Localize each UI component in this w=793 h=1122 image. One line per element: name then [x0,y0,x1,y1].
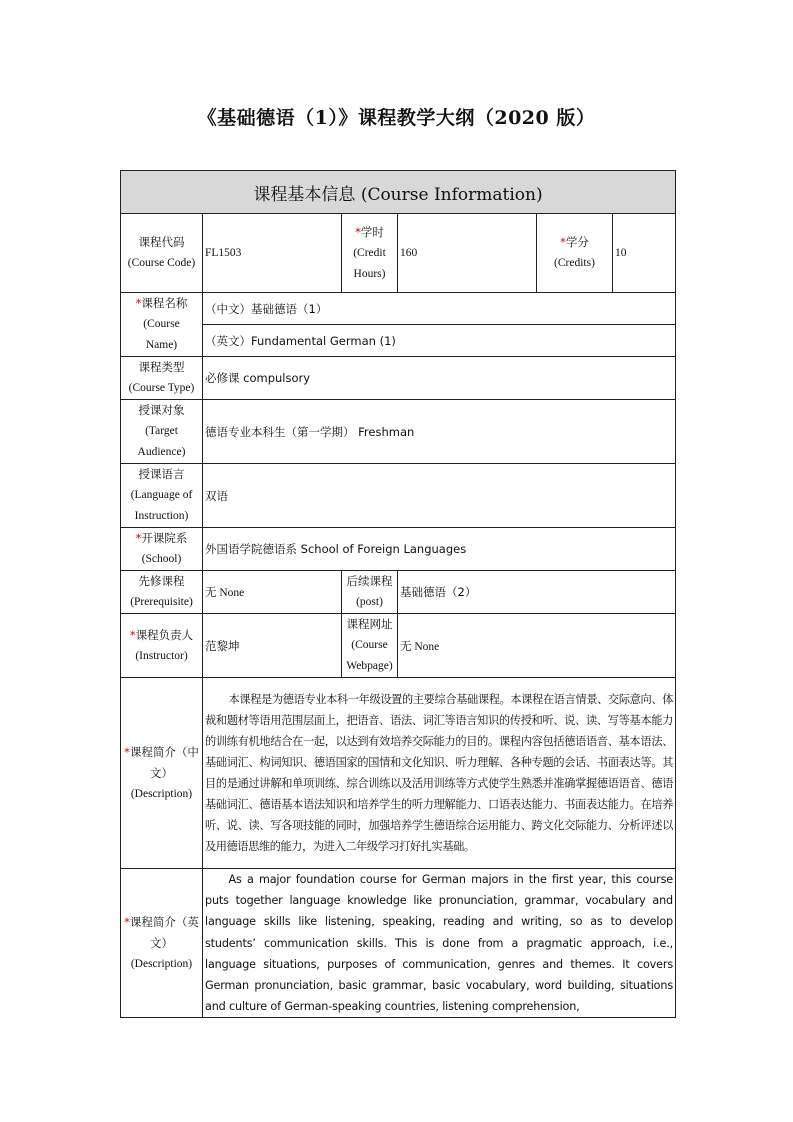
instructor-label: *课程负责人 (Instructor) [121,614,203,678]
page-title: 《基础德语（1）》课程教学大纲（2020 版） [197,107,596,129]
instructor-value: 范黎坤 [203,614,342,678]
language-value: 双语 [203,464,676,528]
hours-label: *学时 (Credit Hours) [342,214,398,293]
credits-value: 10 [613,214,676,293]
target-label: 授课对象 (Target Audience) [121,400,203,464]
required-mark: * [124,914,130,929]
course-type-value: 必修课 compulsory [203,357,676,400]
course-code-label: 课程代码 (Course Code) [121,214,203,293]
target-value: 德语专业本科生（第一学期） Freshman [203,400,676,464]
prerequisite-label: 先修课程 (Prerequisite) [121,571,203,614]
school-label: *开课院系 (School) [121,528,203,571]
post-value: 基础德语（2） [398,571,676,614]
required-mark: * [135,531,142,545]
required-mark: * [355,224,361,239]
webpage-label: 课程网址 (Course Webpage) [342,614,398,678]
section-header [121,171,676,214]
language-label: 授课语言 (Language of Instruction) [121,464,203,528]
required-mark: * [129,627,136,642]
desc-zh-label: *课程简介（中文） (Description) [121,678,203,869]
section-header-zh: 课程基本信息 [253,184,356,205]
section-header-en: (Course Information) [360,184,543,205]
course-name-en-value: （英文）Fundamental German (1) [203,325,676,357]
school-value: 外国语学院德语系 School of Foreign Languages [203,528,676,571]
course-code-value: FL1503 [203,214,342,293]
desc-zh-text: 本课程是为德语专业本科一年级设置的主要综合基础课程。本课程在语言情景、交际意向、体裁和题材等语用范围层面上，把语音、语法、词汇等语言知识的传授和听、说、读、写等基本能力的训练有机地结合在一起，以达到有效培养交际能力的目的。课程内容包括德语语音、基本语法、基础词汇、构词知识、德语国家的国情和文化知识、听力理解、各种专题的会话、书面表达等。其目的是通过讲解和单项训练、综合训练以及活用训练等方式使学生熟悉并准确掌握德语语音、德语基础词汇、德语基本语法知识和培养学生的听力理解能力、口语表达能力、书面表达能力。在培养听、说、读、写各项技能的同时，加强培养学生德语综合运用能力、跨文化交际能力、分析评述以及用德语思维的能力，为进入二年级学习打好扎实基础。 [203,678,676,869]
course-name-zh-value: （中文）基础德语（1） [203,293,676,325]
required-mark: * [135,296,142,310]
course-name-label: *课程名称 (Course Name) [121,293,203,357]
course-info-table [120,170,676,1018]
post-label: 后续课程 (post) [342,571,398,614]
hours-value: 160 [398,214,537,293]
webpage-value: 无 None [398,614,676,678]
desc-en-label: *课程简介（英文） (Description) [121,869,203,1018]
credits-label: *学分 (Credits) [537,214,613,293]
required-mark: * [124,744,130,759]
required-mark: * [560,235,566,249]
desc-en-text: As a major foundation course for German majors in the first year, this course puts together language knowledge like pronunciation, grammar, vocabulary and language skills like listening, speaking, reading and writing, so as to develop students’ communication skills. This is done from a pragmatic approach, i.e., language situations, purposes of communication, genres and themes. It covers German pronunciation, basic grammar, basic vocabulary, word building, situations and culture of German-speaking countries, listening comprehension, [203,869,676,1018]
course-type-label: 课程类型 (Course Type) [121,357,203,400]
prerequisite-value: 无 None [203,571,342,614]
